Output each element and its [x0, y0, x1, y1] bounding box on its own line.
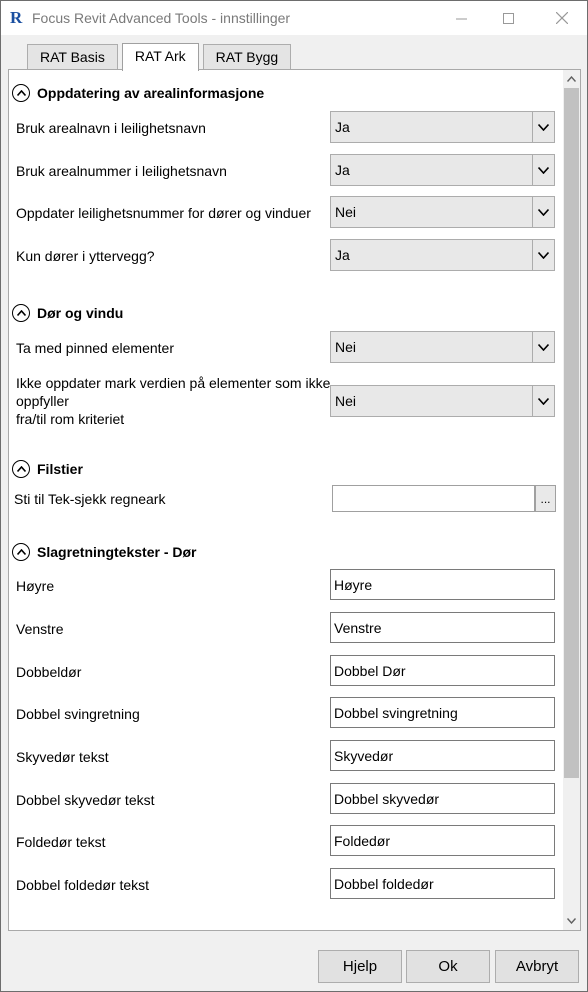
field-label: Sti til Tek-sjekk regneark: [14, 491, 166, 507]
field-label: Venstre: [16, 621, 64, 637]
field-label: Skyvedør tekst: [16, 749, 109, 765]
field-label: Kun dører i yttervegg?: [16, 248, 155, 264]
dobbel-svingretning-text-input[interactable]: Dobbel svingretning: [330, 697, 555, 728]
foldedor-text-input[interactable]: Foldedør: [330, 825, 555, 856]
field-label: Ta med pinned elementer: [16, 340, 174, 356]
help-button[interactable]: Hjelp: [318, 950, 402, 983]
chevron-down-icon[interactable]: [532, 197, 554, 227]
section-title: Filstier: [37, 461, 83, 477]
chevron-up-circle-icon[interactable]: [12, 543, 30, 561]
section-header-filstier[interactable]: [12, 460, 83, 478]
minimize-button[interactable]: [438, 1, 484, 35]
section-title: Dør og vindu: [37, 305, 124, 321]
chevron-down-icon[interactable]: [532, 240, 554, 270]
select-value: Ja: [335, 247, 350, 263]
close-button[interactable]: [539, 1, 585, 35]
select-value: Nei: [335, 204, 357, 220]
scrollbar-thumb[interactable]: [564, 88, 579, 778]
section-header-areal[interactable]: [12, 84, 264, 102]
ok-button[interactable]: Ok: [406, 950, 490, 983]
title-bar: [1, 1, 587, 35]
minimize-icon: [456, 13, 467, 24]
field-label-line-3: fra/til rom kriteriet: [16, 411, 125, 427]
skyvedor-text-input[interactable]: Skyvedør: [330, 740, 555, 771]
chevron-down-icon[interactable]: [532, 332, 554, 362]
vertical-scrollbar[interactable]: [563, 70, 580, 930]
section-header-slagretning[interactable]: [12, 543, 196, 561]
section-title: Slagretningtekster - Dør: [37, 544, 197, 560]
field-label: Høyre: [16, 578, 55, 594]
field-label: Oppdater leilighetsnummer for dører og vinduer: [16, 205, 311, 221]
field-label: Dobbel foldedør tekst: [16, 877, 150, 893]
select-value: Nei: [335, 339, 357, 355]
ta-med-pinned-select[interactable]: [330, 331, 555, 363]
venstre-text-input[interactable]: Venstre: [330, 612, 555, 643]
field-label-line-1: Ikke oppdater mark verdien på elementer som ikke: [16, 375, 331, 391]
bruk-arealnummer-select[interactable]: [330, 154, 555, 186]
chevron-up-circle-icon[interactable]: [12, 84, 30, 102]
revit-app-icon: R: [10, 8, 23, 27]
scroll-up-icon[interactable]: [563, 70, 580, 87]
tek-sjekk-path-input[interactable]: [332, 485, 535, 512]
field-label: Dobbel skyvedør tekst: [16, 792, 155, 808]
tab-rat-ark[interactable]: RAT Ark: [122, 43, 199, 71]
ikke-oppdater-mark-select[interactable]: [330, 385, 555, 417]
section-title: Oppdatering av arealinformasjone: [37, 85, 265, 101]
chevron-down-icon[interactable]: [532, 155, 554, 185]
chevron-down-icon[interactable]: [532, 386, 554, 416]
dobbel-foldedor-text-input[interactable]: Dobbel foldedør: [330, 868, 555, 899]
dobbeldor-text-input[interactable]: Dobbel Dør: [330, 655, 555, 686]
browse-button[interactable]: ...: [535, 485, 556, 512]
tab-strip: [27, 43, 295, 70]
maximize-icon: [503, 13, 514, 24]
select-value: Ja: [335, 162, 350, 178]
field-label: Bruk arealnavn i leilighetsnavn: [16, 120, 206, 136]
bruk-arealnavn-select[interactable]: [330, 111, 555, 143]
scroll-down-icon[interactable]: [563, 912, 580, 929]
section-header-dor-vindu[interactable]: [12, 304, 123, 322]
select-value: Ja: [335, 119, 350, 135]
tab-rat-basis[interactable]: RAT Basis: [27, 44, 118, 70]
window-title: Focus Revit Advanced Tools - innstillinger: [32, 10, 291, 26]
chevron-down-icon[interactable]: [532, 112, 554, 142]
cancel-button[interactable]: Avbryt: [495, 950, 579, 983]
field-label: Dobbeldør: [16, 664, 82, 680]
maximize-button[interactable]: [485, 1, 531, 35]
select-value: Nei: [335, 393, 357, 409]
settings-panel: [8, 69, 581, 931]
chevron-up-circle-icon[interactable]: [12, 304, 30, 322]
field-label: Foldedør tekst: [16, 834, 106, 850]
field-label: Bruk arealnummer i leilighetsnavn: [16, 163, 227, 179]
hoyre-text-input[interactable]: Høyre: [330, 569, 555, 600]
close-icon: [556, 12, 568, 24]
dobbel-skyvedor-text-input[interactable]: Dobbel skyvedør: [330, 783, 555, 814]
kun-dorer-yttervegg-select[interactable]: [330, 239, 555, 271]
tab-rat-bygg[interactable]: RAT Bygg: [203, 44, 292, 70]
field-label: Dobbel svingretning: [16, 706, 140, 722]
oppdater-leilighetsnummer-select[interactable]: [330, 196, 555, 228]
field-label-line-2: oppfyller: [16, 393, 69, 409]
chevron-up-circle-icon[interactable]: [12, 460, 30, 478]
